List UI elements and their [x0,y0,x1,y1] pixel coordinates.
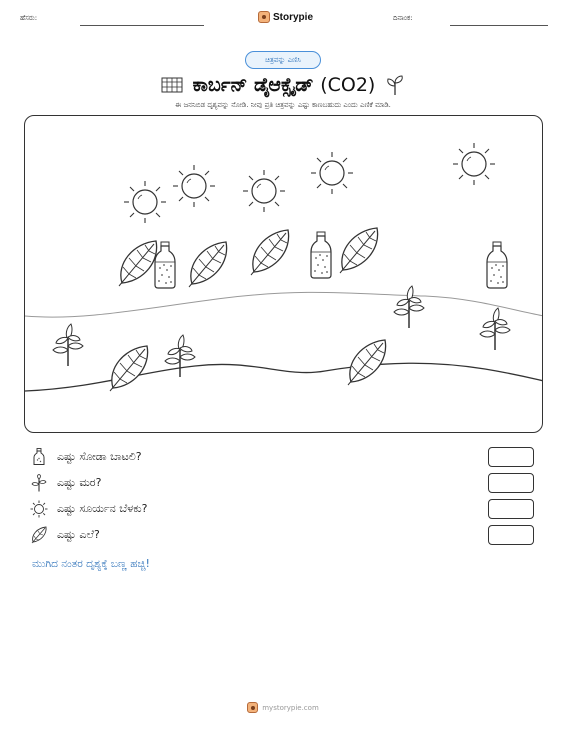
answer-box-trees[interactable] [488,473,534,493]
leaf-5 [110,346,148,391]
soda-bottle-1 [155,242,175,288]
question-row-suns [30,499,536,519]
leaf-4 [340,228,378,273]
soda-bottle-icon [30,448,48,466]
coloring-note: ಮುಗಿದ ನಂತರ ದೃಶ್ಯಕ್ಕೆ ಬಣ್ಣ ಹಚ್ಚಿ! [32,558,150,570]
date-field[interactable] [450,25,548,26]
question-text: ಎಷ್ಟು ಮರ? [57,476,102,489]
title-main: ಕಾರ್ಬನ್ ಡೈಆಕ್ಸೈಡ್ [192,74,314,96]
brand-logo [258,11,313,23]
leaf-icon [30,526,48,544]
tree-2 [165,335,195,377]
activity-badge: ಚಿತ್ರವನ್ನು ಎಣಿಸಿ [245,51,321,69]
factory-icon [161,77,183,93]
footer-url[interactable]: mystorypie.com [262,703,319,712]
leaf-2 [189,242,227,287]
instructions-text: ಈ ಜನನಿಬಿಡ ದೃಶ್ಯವನ್ನು ನೋಡಿ. ನೀವು ಪ್ರತಿ ಚಿತ್ರವನ್ನು ಎಷ್ಟು ಕಾಣಬಹುದು ಎಂದು ಎಣಿಕೆ ಮಾಡಿ. [175,101,391,109]
question-text: ಎಷ್ಟು ಸೋಡಾ ಬಾಟಲಿ? [57,450,142,463]
date-label: ದಿನಾಂಕ: [393,14,413,22]
tree-1 [53,324,83,366]
page-header [0,0,566,34]
brand-name: Storypie [273,11,314,23]
sun-icon [30,500,48,518]
question-row-leaves [30,525,536,545]
question-text: ಎಷ್ಟು ಸೂರ್ಯನ ಬೆಳಕು? [57,502,148,515]
question-row-trees [30,473,536,493]
sun-3 [243,170,285,212]
leaf-6 [348,340,386,385]
sun-5 [453,143,495,185]
tree-4 [480,308,510,350]
name-field[interactable] [80,25,204,26]
storypie-logo-icon [258,11,270,23]
question-row-bottles [30,447,536,467]
storypie-logo-icon [247,702,258,713]
name-label: ಹೆಸರು: [20,14,38,22]
leaf-1 [119,241,157,286]
sprout-icon [385,74,405,96]
answer-box-leaves[interactable] [488,525,534,545]
answer-box-suns[interactable] [488,499,534,519]
leaf-3 [251,230,289,275]
counting-scene [24,115,543,433]
sun-4 [311,152,353,194]
soda-bottle-3 [487,242,507,288]
title-formula: (CO2) [320,74,376,96]
title-text [193,74,376,96]
tree-3 [394,286,424,328]
soda-bottle-2 [311,232,331,278]
page-title [0,72,566,98]
sun-2 [173,165,215,207]
scene-illustration [25,116,543,433]
page-footer [0,702,566,713]
tree-icon [30,474,48,492]
answer-box-bottles[interactable] [488,447,534,467]
question-text: ಎಷ್ಟು ಎಲೆ? [57,528,100,541]
sun-1 [124,181,166,223]
